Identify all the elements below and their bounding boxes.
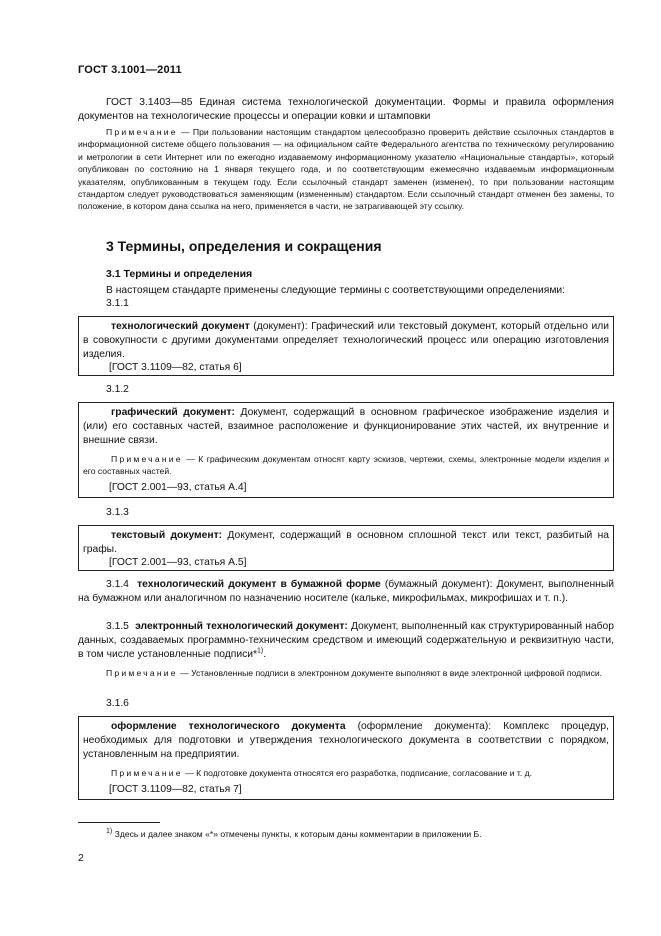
- term-3-1-5: [78, 620, 614, 662]
- term-box-3-1-3: [78, 525, 614, 571]
- term-def: (оформление документа): Комплекс процедур, необходимых для подготовки и утверждения технологического документа в соответствии с порядком, установленным на предприятии.: [83, 721, 609, 760]
- term-def: Документ, содержащий в основном сплошной текст или текст, разбитый на графы.: [83, 530, 609, 555]
- term-number: 3.1.6: [106, 698, 129, 709]
- note-text: — К подготовке документа относятся его разработка, подписание, согласование и т. д.: [182, 768, 533, 778]
- term-number: 3.1.1: [106, 298, 129, 309]
- term-3-1-4: [78, 578, 614, 606]
- term-name: оформление технологического документа: [111, 721, 346, 732]
- term-definition: [83, 720, 609, 762]
- term-name: технологический документ: [111, 321, 250, 332]
- footnote-mark: 1): [106, 828, 113, 836]
- term-note: [78, 667, 614, 679]
- term-number: 3.1.2: [106, 384, 129, 395]
- term-def: (бумажный документ): Документ, выполненный на бумажном или аналогичном по назначению носителе (кальке, микрофильмах, микрофишах и т. п.).: [78, 579, 614, 604]
- subsection-title: 3.1 Термины и определения: [106, 268, 253, 280]
- footnote-ref: 1): [257, 647, 264, 655]
- term-box-3-1-1: [78, 316, 614, 376]
- term-name: графический документ:: [111, 407, 235, 418]
- term-name: технологический документ в бумажной форме: [137, 579, 381, 590]
- reference-gost-3-1403: ГОСТ 3.1403—85 Единая система технологической документации. Формы и правила оформления документов на технологические процессы и операции ковки и штамповки: [78, 97, 614, 122]
- term-source: [ГОСТ 3.1109—82, статья 7]: [109, 784, 242, 796]
- term-def: (документ): Графический или текстовый документ, который отдельно или в совокупности с другими документами определяет технологический процесс или операцию изготовления изделия.: [83, 321, 610, 360]
- term-number: 3.1.5: [106, 621, 129, 632]
- note-text: — К графическим документам относят карту эскизов, чертежи, схемы, электронные модели изделия и его составных частей.: [83, 454, 609, 477]
- term-def: Документ, содержащий в основном графическое изображение изделия и (или) его составных частей, взаимное расположение и функционирование этих частей, их внутренние и внешние связи.: [83, 407, 609, 446]
- note-label: Примечание: [111, 768, 183, 778]
- term-note: [83, 767, 609, 779]
- term-number: 3.1.4: [106, 579, 129, 590]
- note-label: Примечание: [111, 454, 183, 464]
- term-def: Документ, выполненный как структурированный набор данных, создаваемых программно-техническим средством и имеющий содержательную и реквизитную части, в том числе установленные подписи*: [78, 621, 615, 660]
- footnote: [106, 829, 482, 839]
- term-definition: [83, 406, 609, 448]
- term-definition: [83, 320, 609, 362]
- term-def-tail: .: [263, 649, 267, 660]
- term-definition: [83, 529, 609, 557]
- term-source: [ГОСТ 3.1109—82, статья 6]: [109, 362, 242, 373]
- note-text: — Установленные подписи в электронном документе выполняют в виде электронной цифровой подписи.: [177, 668, 603, 678]
- section-intro: В настоящем стандарте применены следующие термины с соответствующими определениями:: [106, 285, 566, 296]
- note-label: Примечание: [106, 668, 178, 678]
- footnote-text: Здесь и далее знаком «*» отмечены пункты, к которым даны комментарии в приложении Б.: [112, 829, 482, 839]
- term-source: [ГОСТ 2.001—93, статья А.5]: [109, 557, 247, 568]
- document-header: ГОСТ 3.1001—2011: [78, 64, 182, 76]
- term-box-3-1-6: [78, 716, 614, 800]
- section-title: 3 Термины, определения и сокращения: [106, 238, 382, 254]
- term-source: [ГОСТ 2.001—93, статья А.4]: [109, 481, 247, 493]
- page-number: 2: [78, 852, 84, 864]
- note-label: Примечание: [106, 127, 178, 137]
- references-note: [78, 126, 614, 213]
- term-note: [83, 453, 609, 478]
- term-name: текстовый документ:: [111, 530, 223, 541]
- term-number: 3.1.3: [106, 507, 129, 518]
- footnote-divider: [78, 822, 160, 823]
- term-box-3-1-2: [78, 402, 614, 498]
- note-text: — При пользовании настоящим стандартом целесообразно проверить действие ссылочных стандартов в информационной системе общего пользования — на официальном сайте Федерального агентства по техническому регулированию и метрологии в сети Интернет или по ежегодно издаваемому информационному указателю «Национальные стандарты», который опубликован по состоянию на 1 января текущего года, и по соответствующим ежемесячно издаваемым информационным указателям, опубликованным в текущем году. Если ссылочный стандарт заменен (изменен), то при пользовании настоящим стандартом следует руководствоваться заменяющим (измененным) стандартом. Если ссылочный стандарт отменен без замены, то положение, в котором дана ссылка на него, применяется в части, не затрагивающей эту ссылку.: [78, 127, 614, 212]
- term-name: электронный технологический документ:: [135, 621, 348, 632]
